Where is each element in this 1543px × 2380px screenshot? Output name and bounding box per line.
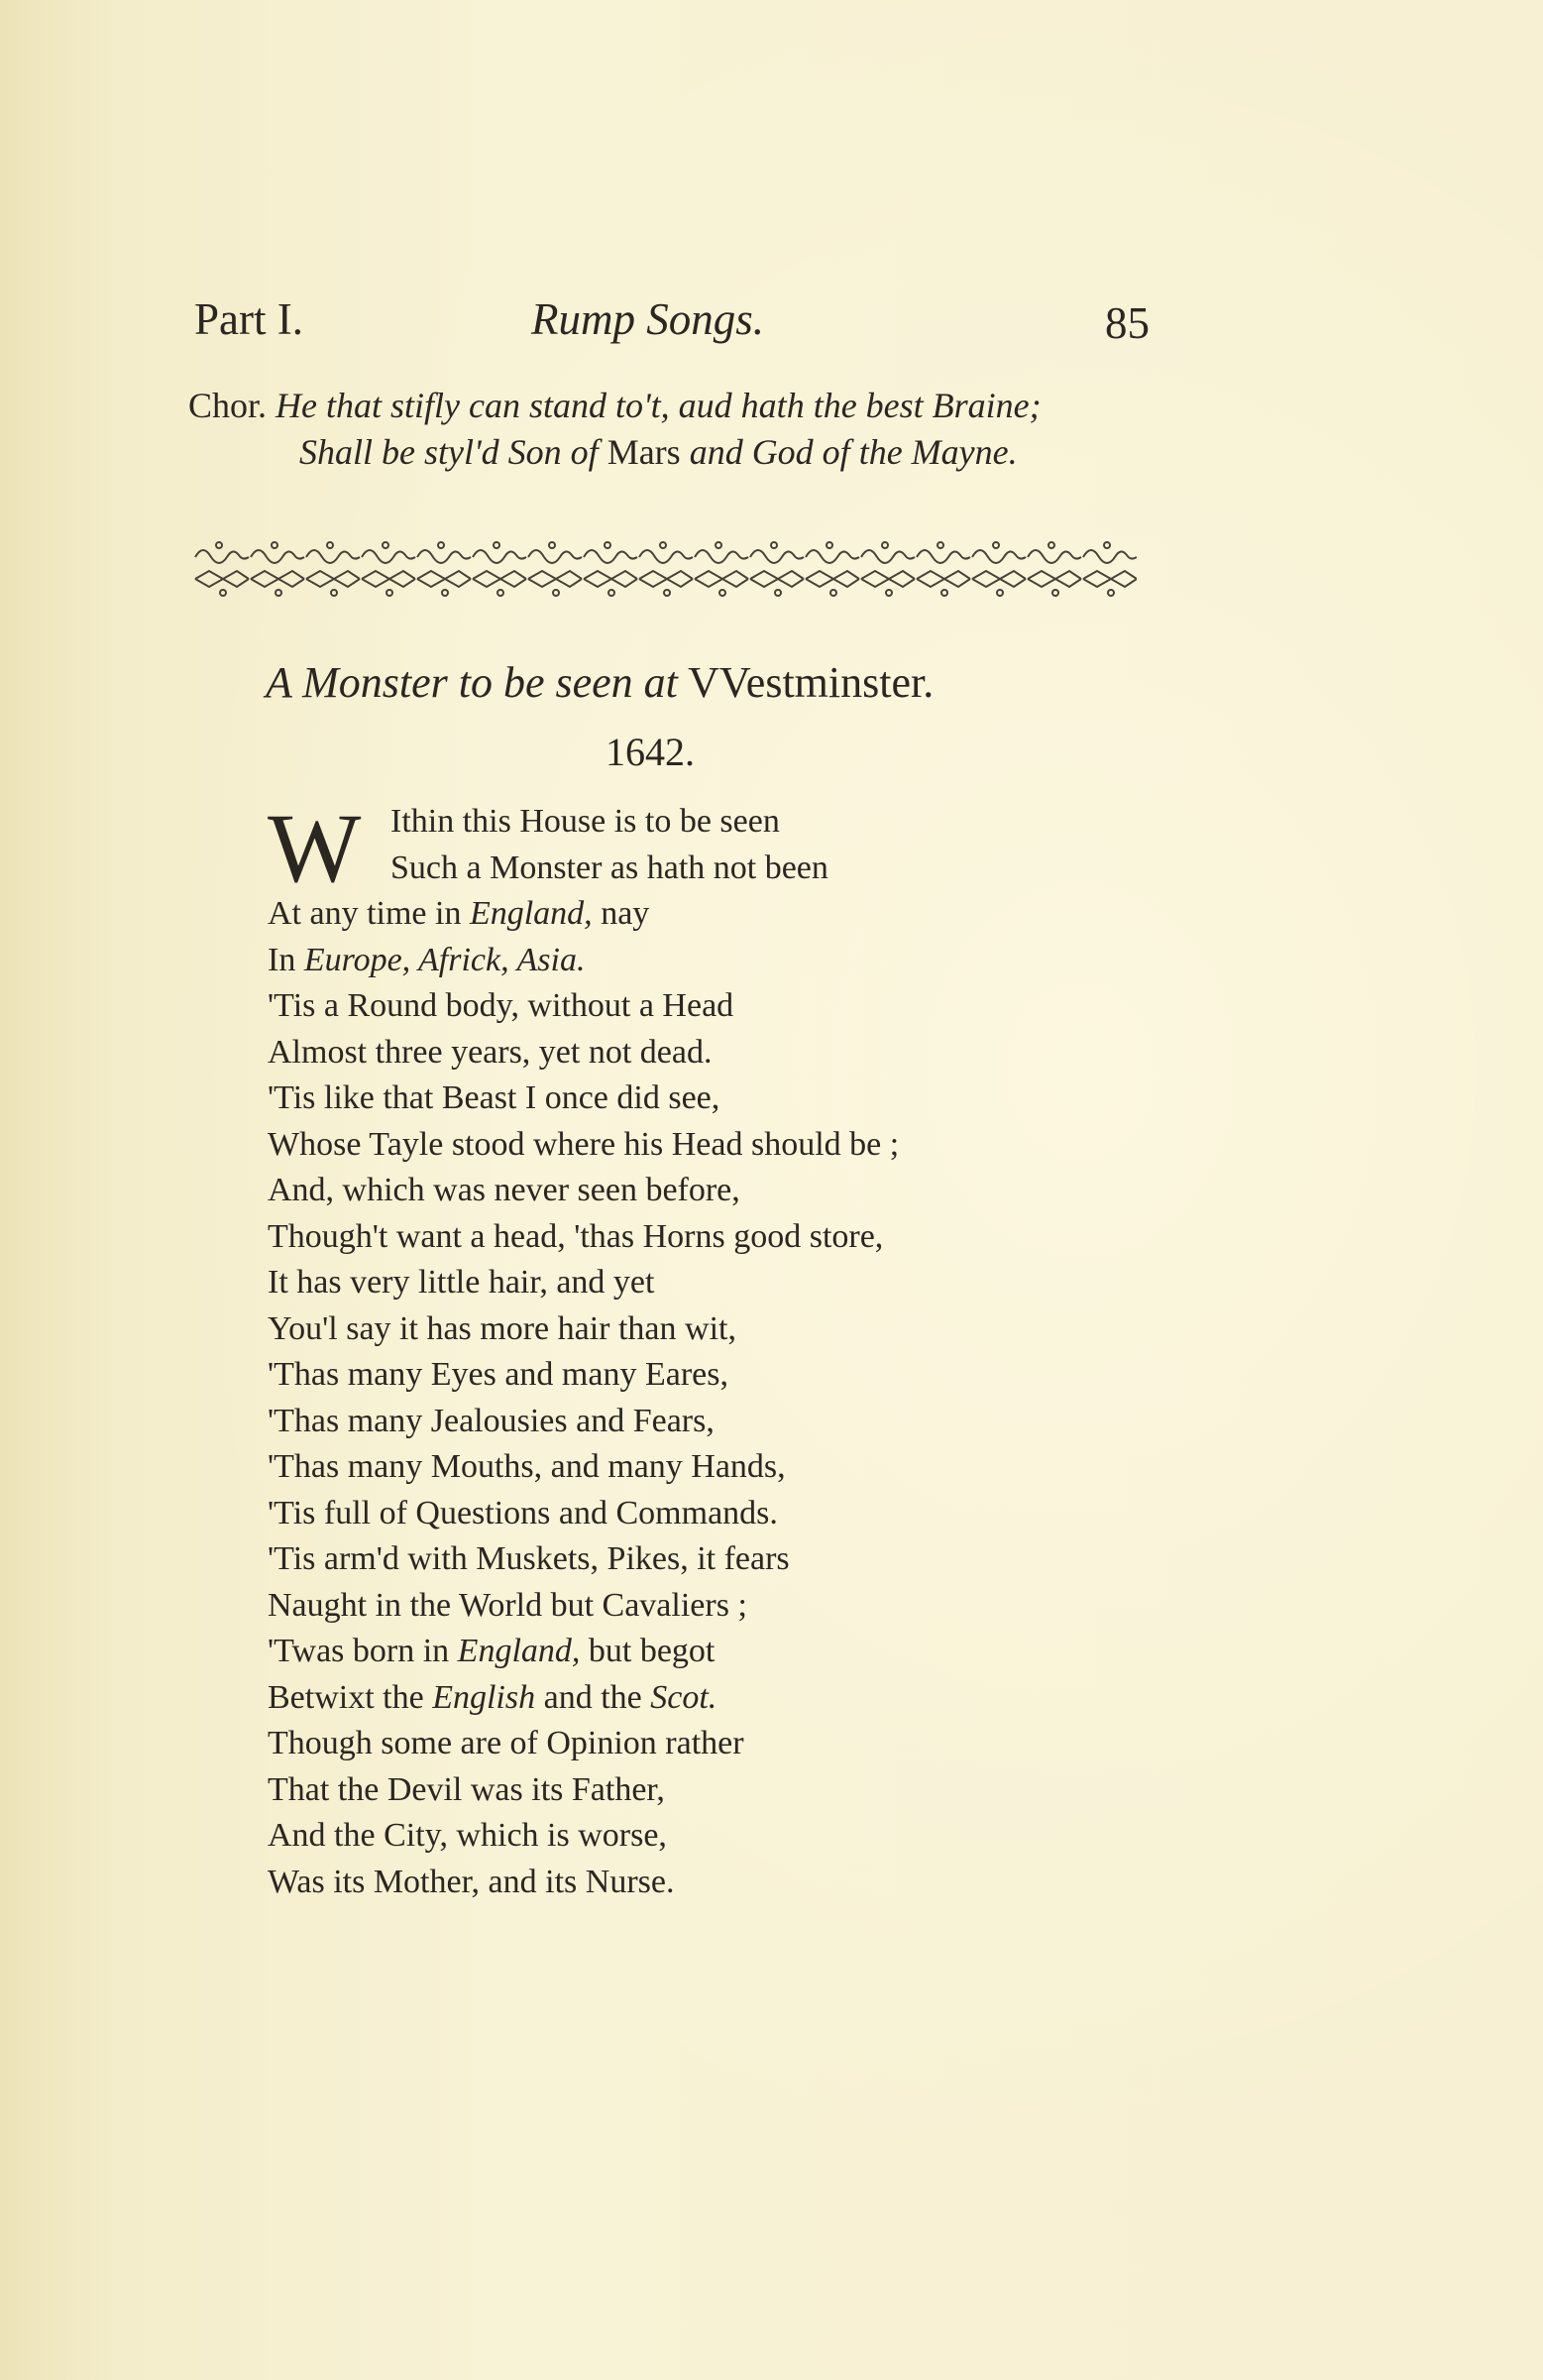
- chorus-label: Chor.: [188, 386, 268, 425]
- poem-line: [268, 1813, 1159, 1860]
- poem-line: [268, 1767, 1159, 1814]
- poem-line-text: 'Tis arm'd with Muskets, Pikes, it fears: [268, 1540, 790, 1577]
- poem-line-text: 'Thas many Eyes and many Eares,: [268, 1356, 728, 1393]
- poem-line-text: Whose Tayle stood where his Head should be ;: [268, 1125, 900, 1163]
- poem-line-text: 'Twas born in: [268, 1633, 458, 1669]
- poem-line-text: You'l say it has more hair than wit,: [268, 1309, 736, 1347]
- poem-line: [268, 1629, 1159, 1675]
- running-head: [194, 293, 1150, 357]
- poem-line-italic: Europe, Africk, Asia.: [303, 941, 586, 978]
- poem-body: [268, 793, 1159, 1905]
- poem-line: [268, 846, 1159, 892]
- poem-line-text: and the: [535, 1678, 651, 1716]
- poem-line: [268, 1583, 1159, 1630]
- poem-title: [266, 657, 1157, 708]
- poem-line: [268, 1260, 1159, 1306]
- chorus-line-2: [188, 429, 1179, 476]
- part-label: Part I.: [194, 294, 303, 344]
- poem-line: [268, 891, 1159, 938]
- poem-line: [268, 1352, 1159, 1399]
- poem-line: [268, 1399, 1159, 1445]
- poem-line: [268, 1122, 1159, 1169]
- poem-line-text: At any time in: [268, 895, 470, 932]
- chorus-line-1: [188, 383, 1179, 429]
- poem-line-italic: English: [432, 1678, 536, 1716]
- poem-line: [268, 1536, 1159, 1583]
- poem-line-italic: Scot.: [650, 1678, 717, 1716]
- poem-line-text: Though't want a head, 'thas Horns good store,: [268, 1217, 884, 1255]
- poem-line-text: Betwixt the: [268, 1678, 433, 1716]
- poem-line: [268, 1675, 1159, 1722]
- poem-line: [268, 983, 1159, 1030]
- poem-line-italic: England,: [469, 895, 593, 932]
- chorus-text-2b: Mars: [606, 432, 681, 472]
- poem-line-text: That the Devil was its Father,: [268, 1770, 665, 1808]
- poem-title-italic: A Monster to be seen at: [266, 658, 678, 707]
- poem-line: [268, 1491, 1159, 1537]
- poem-line-text: And, which was never seen before,: [268, 1172, 740, 1208]
- poem-line-text: nay: [592, 895, 650, 932]
- poem-line: [268, 1168, 1159, 1214]
- drop-cap: W: [268, 793, 362, 903]
- poem-line-italic: England,: [457, 1633, 581, 1669]
- poem-line: [268, 938, 1159, 984]
- poem-line-text: Though some are of Opinion rather: [268, 1725, 744, 1761]
- poem-line-text: Was its Mother, and its Nurse.: [268, 1863, 675, 1900]
- page-number: 85: [1105, 298, 1150, 348]
- poem-line-text: Ithin this House is to be seen: [390, 803, 780, 840]
- poem-line-text: It has very little hair, and yet: [268, 1264, 655, 1301]
- chorus-text-2a: Shall be styl'd Son of: [299, 432, 599, 472]
- poem-line: [268, 1076, 1159, 1122]
- poem-line-text: but begot: [580, 1633, 716, 1669]
- chorus-block: [188, 383, 1179, 476]
- poem-title-place: VVestminster.: [688, 658, 935, 707]
- poem-line: [268, 1306, 1159, 1353]
- poem-line: [268, 799, 1159, 846]
- poem-line-text: 'Thas many Mouths, and many Hands,: [268, 1448, 786, 1485]
- decorative-scroll-band-icon: [193, 535, 1137, 601]
- poem-year: 1642.: [606, 730, 695, 774]
- poem-line-text: In: [268, 941, 304, 978]
- poem-line-text: 'Tis like that Beast I once did see,: [268, 1079, 720, 1116]
- poem-line-text: 'Tis full of Questions and Commands.: [268, 1494, 778, 1531]
- poem-line: [268, 1214, 1159, 1261]
- poem-line-text: 'Thas many Jealousies and Fears,: [268, 1402, 715, 1439]
- poem-line: [268, 1444, 1159, 1491]
- poem-line-text: And the City, which is worse,: [268, 1817, 667, 1854]
- chorus-text-1: He that stifly can stand to't, aud hath the best Braine;: [276, 386, 1042, 425]
- section-title: Rump Songs.: [531, 294, 764, 344]
- poem-line-text: Almost three years, yet not dead.: [268, 1033, 713, 1071]
- poem-line: [268, 1030, 1159, 1077]
- poem-line: [268, 1721, 1159, 1767]
- poem-line: [268, 1860, 1159, 1906]
- chorus-text-2c: and God of the Mayne.: [689, 432, 1018, 472]
- poem-line-text: Such a Monster as hath not been: [390, 849, 828, 886]
- poem-line-text: Naught in the World but Cavaliers ;: [268, 1586, 747, 1624]
- poem-line-text: 'Tis a Round body, without a Head: [268, 987, 734, 1024]
